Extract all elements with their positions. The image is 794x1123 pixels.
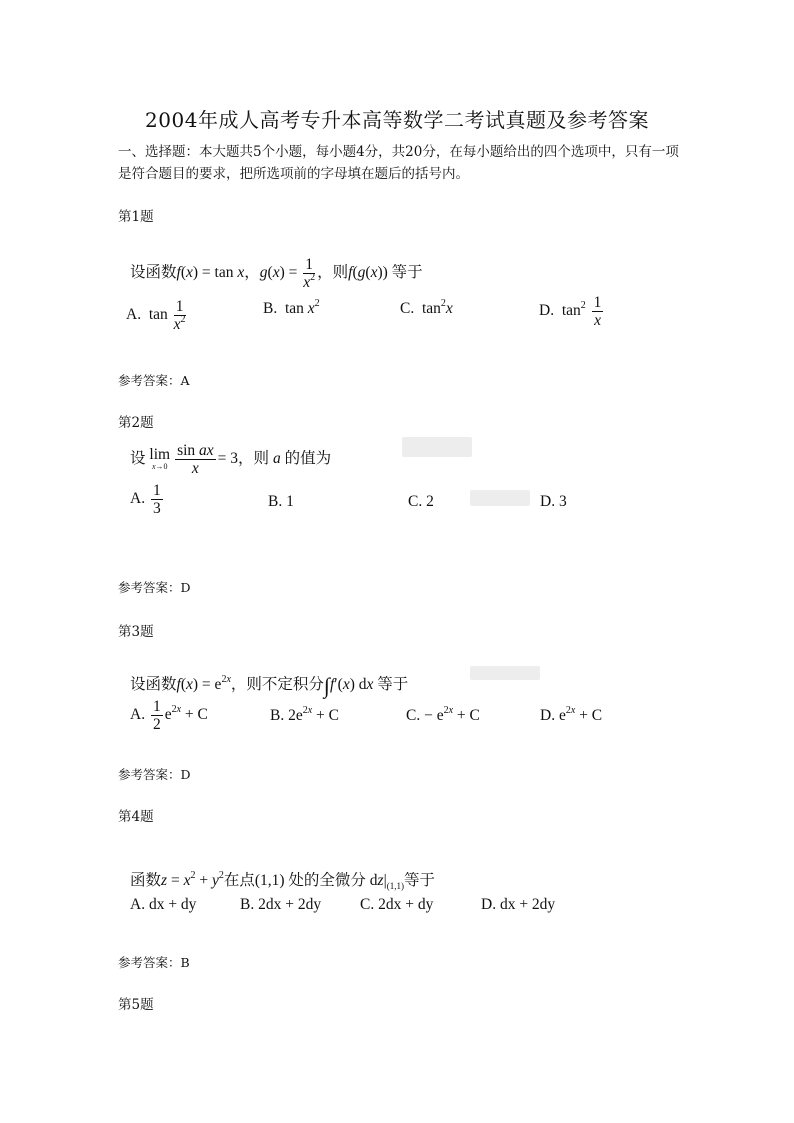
question-4-option-b: B. 2dx + 2dy [240, 896, 322, 913]
question-3-label: 第3题 [118, 624, 154, 640]
question-2-answer: 参考答案：D [118, 580, 191, 595]
question-1-option-a: A. tan $\frac{1}{x^2}$ [126, 298, 186, 333]
scan-smudge [402, 437, 472, 457]
section-instructions: 一、选择题：本大题共5个小题，每小题4分，共20分，在每小题给出的四个选项中，只有一项是符合题目的要求，把所选项前的字母填在题后的括号内。 [118, 144, 679, 182]
question-3-answer: 参考答案：D [118, 767, 191, 782]
question-2-option-a: A. $\frac{1}{3}$ [130, 482, 161, 517]
question-1-answer: 参考答案：A [118, 373, 190, 388]
document-title: 2004年成人高考专升本高等数学二考试真题及参考答案 [145, 108, 649, 132]
question-1-option-d: D. $\tan^2$ $\frac{1}{x}$ [539, 294, 602, 329]
question-3-option-a: A. $\frac{1}{2}$ $e^{2x} + C$ [130, 698, 208, 733]
question-4-option-a: A. dx + dy [130, 896, 197, 913]
question-1-option-c: C. $\tan^2x$ [400, 298, 453, 317]
question-2-option-d: D. 3 [540, 493, 567, 510]
scan-smudge [470, 490, 530, 506]
question-1-stem: 设函数f(x) = tan x，g(x) = $\frac{1}{x^2}$ ，则f(g(x)) 等于 [130, 256, 423, 291]
question-3-option-c: C. − $e^{2x} + C$ [406, 705, 480, 724]
scan-smudge [470, 666, 540, 680]
question-4-stem: 函数$z = x^2 + y^2$在点(1,1) 处的全微分 $dz|_{(1,1)}$等于 [130, 870, 435, 892]
question-3-stem: 设函数$f(x) = e^{2x}$，则不定积分∫f′(x) dx 等于 [130, 673, 409, 698]
question-4-label: 第4题 [118, 809, 154, 825]
question-5-label: 第5题 [118, 997, 154, 1013]
question-2-label: 第2题 [118, 415, 154, 431]
question-2-option-b: B. 1 [268, 493, 294, 510]
question-3-option-d: D. $e^{2x} + C$ [540, 705, 603, 724]
question-4-option-c: C. 2dx + dy [360, 896, 434, 913]
question-4-option-d: D. dx + 2dy [481, 896, 556, 913]
question-2-option-c: C. 2 [408, 493, 434, 510]
question-2-stem: 设 lim x→0 $\frac{\text{sin ax}}{x}$ = 3，则 a 的值为 [130, 442, 332, 477]
question-4-answer: 参考答案：B [118, 955, 190, 970]
question-3-option-b: B. $2e^{2x} + C$ [270, 705, 340, 724]
question-1-option-b: B. $\tan x^2$ [263, 298, 320, 317]
question-1-label: 第1题 [118, 209, 154, 225]
